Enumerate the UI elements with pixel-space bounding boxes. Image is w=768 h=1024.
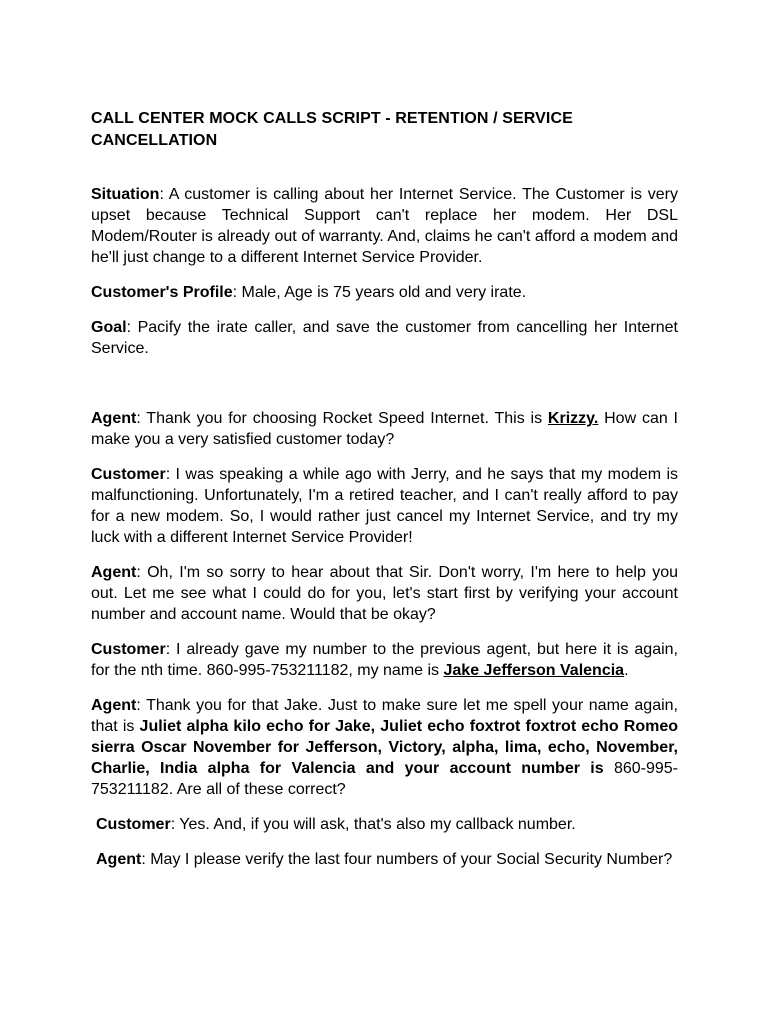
dialogue-line-agent: [91, 562, 678, 625]
profile-paragraph: [91, 282, 678, 303]
speaker-label: Agent: [91, 697, 137, 714]
document-body: [91, 108, 678, 884]
situation-text: : A customer is calling about her Internet Service. The Customer is very upset because Technical Support can't replace her modem. Her DSL Modem/Router is already out of warranty. And, claims he can't afford a modem and he'll just change to a different Internet Service Provider.: [91, 186, 678, 266]
situation-label: Situation: [91, 186, 160, 203]
speaker-label: Agent: [91, 564, 137, 581]
profile-label: Customer's Profile: [91, 284, 233, 301]
document-title: CALL CENTER MOCK CALLS SCRIPT - RETENTION / SERVICE CANCELLATION: [91, 110, 573, 149]
dialogue-text: : Thank you for choosing Rocket Speed Internet. This is: [136, 410, 548, 427]
goal-label: Goal: [91, 319, 127, 336]
dialogue-text: : I was speaking a while ago with Jerry, and he says that my modem is malfunctioning. Unfortunately, I'm a retired teacher, and I can't really afford to pay for a new modem. So, I would rather just cancel my Internet Service, and try my luck with a different Internet Service Provider!: [91, 466, 678, 546]
goal-text: : Pacify the irate caller, and save the customer from cancelling her Internet Service.: [91, 319, 678, 357]
speaker-label: Customer: [91, 466, 166, 483]
speaker-label: Customer: [91, 641, 166, 658]
situation-paragraph: [91, 184, 678, 268]
dialogue-text: : May I please verify the last four numbers of your Social Security Number?: [141, 851, 673, 868]
profile-text: : Male, Age is 75 years old and very irate.: [232, 284, 527, 301]
dialogue-line-agent: [91, 408, 678, 450]
speaker-label: Agent: [91, 410, 137, 427]
dialogue-text: : Thank you for that Jake. Just to make sure let me spell your name again, that is: [91, 697, 678, 735]
dialogue-line-customer: [91, 639, 678, 681]
dialogue-line-customer: [91, 464, 678, 548]
goal-paragraph: [91, 317, 678, 359]
dialogue-text: : Yes. And, if you will ask, that's also my callback number.: [170, 816, 576, 833]
dialogue-text: .: [624, 662, 629, 679]
dialogue-text: How can I make you a very satisfied customer today?: [91, 410, 678, 448]
speaker-label: Agent: [96, 851, 142, 868]
agent-name-highlight: Krizzy.: [547, 410, 599, 427]
dialogue-text: : Oh, I'm so sorry to hear about that Sir. Don't worry, I'm here to help you out. Let me see what I could do for you, let's start first by verifying your account number and account name. Would that be okay?: [91, 564, 678, 623]
dialogue-line-customer: [91, 814, 678, 835]
speaker-label: Customer: [96, 816, 171, 833]
dialogue-text: 860-995-753211182. Are all of these correct?: [91, 760, 678, 798]
customer-name-highlight: Jake Jefferson Valencia: [443, 662, 625, 679]
dialogue-line-agent: [91, 849, 678, 870]
dialogue-line-agent: [91, 695, 678, 800]
phonetic-spelling: Juliet alpha kilo echo for Jake, Juliet echo foxtrot foxtrot echo Romeo sierra Oscar November for Jefferson, Victory, alpha, lima, echo, November, Charlie, India alpha for Valencia and your account number is: [91, 718, 679, 777]
dialogue-text: : I already gave my number to the previous agent, but here it is again, for the nth time. 860-995-753211182, my name is: [91, 641, 678, 679]
